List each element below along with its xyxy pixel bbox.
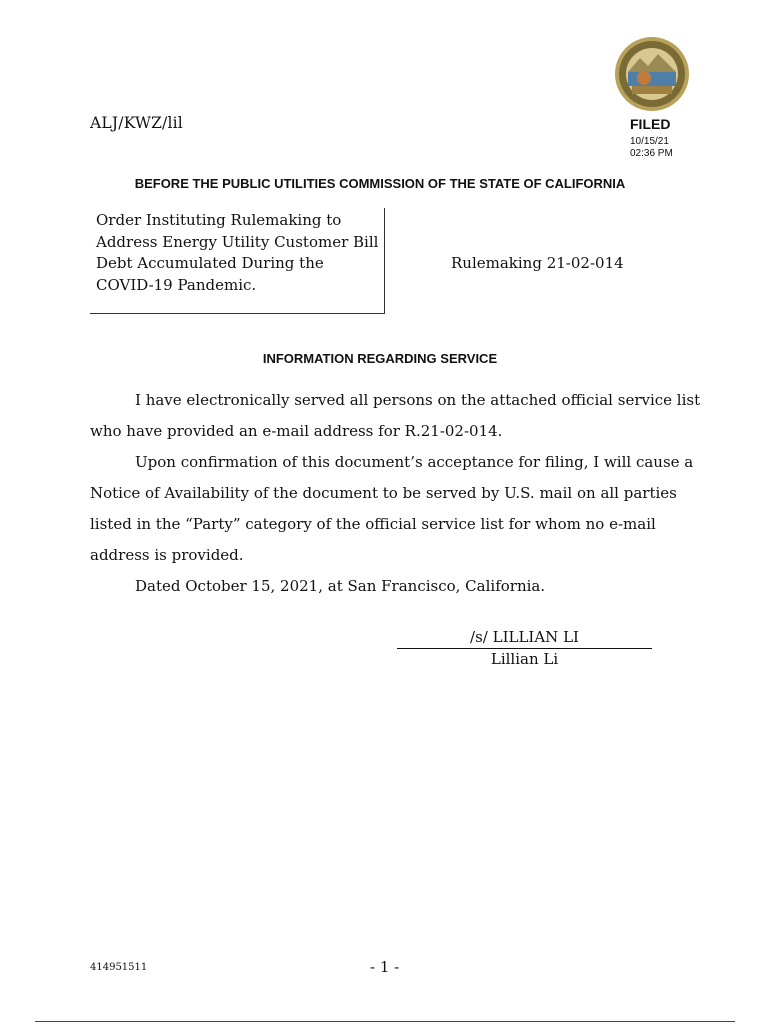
- body-text: [90, 385, 701, 602]
- body-line: Notice of Availability of the document to be served by U.S. mail on all parties: [90, 484, 677, 502]
- proceeding-number: Rulemaking 21-02-014: [451, 254, 624, 272]
- filed-stamp: [630, 116, 673, 160]
- caption-title-line: Address Energy Utility Customer Bill: [96, 232, 379, 251]
- signature-block: [397, 626, 652, 669]
- body-line: address is provided.: [90, 546, 244, 564]
- footer-rule: [35, 1021, 735, 1022]
- body-line: who have provided an e-mail address for R.21-02-014.: [90, 422, 503, 440]
- caption-title-line: Order Instituting Rulemaking to: [96, 211, 342, 229]
- filed-time: 02:36 PM: [630, 148, 673, 159]
- document-id: 414951511: [90, 962, 148, 973]
- dated-line: Dated October 15, 2021, at San Francisco, California.: [135, 577, 546, 595]
- caption-title-line: Debt Accumulated During the: [96, 254, 324, 272]
- body-line: listed in the “Party” category of the official service list for whom no e-mail: [90, 515, 656, 533]
- signature-line: /s/ LILLIAN LI: [397, 626, 652, 649]
- caption-title-line: COVID-19 Pandemic.: [96, 275, 257, 294]
- body-line: I have electronically served all persons on the attached official service list: [135, 391, 701, 409]
- docket-code: ALJ/KWZ/lil: [90, 114, 183, 132]
- page-number: - 1 -: [370, 958, 400, 976]
- filed-label: FILED: [630, 116, 671, 132]
- body-line: Upon confirmation of this document’s acceptance for filing, I will cause a: [135, 453, 694, 471]
- filed-date: 10/15/21: [630, 136, 669, 147]
- cpuc-seal-icon: [614, 36, 690, 112]
- signer-name: Lillian Li: [490, 650, 559, 668]
- caption-title: [96, 210, 381, 296]
- commission-heading: BEFORE THE PUBLIC UTILITIES COMMISSION OF THE STATE OF CALIFORNIA: [134, 176, 626, 191]
- caption-box: [90, 208, 385, 314]
- section-heading: INFORMATION REGARDING SERVICE: [262, 351, 498, 366]
